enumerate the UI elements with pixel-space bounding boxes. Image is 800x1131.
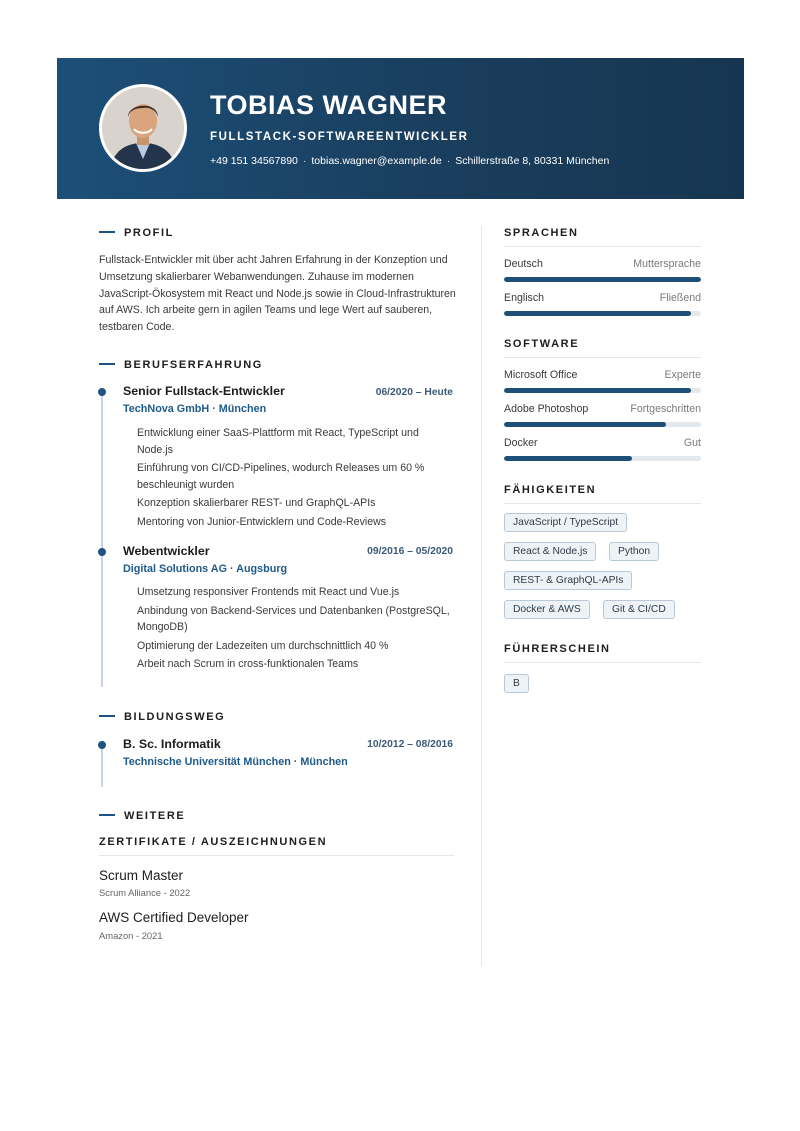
section-title-education: BILDUNGSWEG bbox=[99, 711, 225, 723]
software-name: Docker bbox=[504, 437, 538, 449]
section-title-profile: PROFIL bbox=[99, 227, 174, 239]
section-dash bbox=[99, 715, 115, 717]
education-date: 10/2012 – 08/2016 bbox=[367, 739, 453, 750]
list-item: Mentoring von Junior-Entwicklern und Code-Reviews bbox=[137, 515, 387, 528]
language-name: Deutsch bbox=[504, 258, 543, 270]
timeline-dot bbox=[98, 548, 106, 556]
skill-tag: Git & CI/CD bbox=[603, 600, 675, 619]
section-dash bbox=[99, 814, 115, 816]
column-divider bbox=[481, 226, 482, 966]
language-bar bbox=[504, 277, 701, 282]
portrait-icon bbox=[102, 87, 184, 169]
timeline-dot bbox=[98, 741, 106, 749]
skill-tag: React & Node.js bbox=[504, 542, 596, 561]
list-item: Entwicklung einer SaaS-Plattform mit React, TypeScript und Node.js bbox=[137, 427, 419, 456]
profile-text: Fullstack-Entwickler mit über acht Jahren Erfahrung in der Konzeption und Umsetzung skalierbarer Webanwendungen. Zuhause im modernen JavaScript-Ökosystem mit React und Node.js sowie in Cloud-Infrastrukturen auf AWS. Ich arbeite gern in agilen Teams und lege Wert auf sauberen, testbaren Code. bbox=[99, 254, 456, 334]
license-tag: B bbox=[504, 674, 529, 693]
language-bar-fill bbox=[504, 277, 701, 282]
job-title: Webentwickler bbox=[123, 544, 210, 558]
certificate-meta: Amazon - 2021 bbox=[99, 930, 163, 941]
section-dash bbox=[99, 363, 115, 365]
section-title-license: FÜHRERSCHEIN bbox=[504, 643, 701, 663]
certificate-name: Scrum Master bbox=[99, 868, 184, 883]
software-bar bbox=[504, 422, 701, 427]
candidate-title: FULLSTACK-SOFTWAREENTWICKLER bbox=[210, 131, 469, 143]
certificates-heading: ZERTIFIKATE / AUSZEICHNUNGEN bbox=[99, 836, 454, 856]
list-item: Arbeit nach Scrum in cross-funktionalen Teams bbox=[137, 658, 359, 671]
job-title: Senior Fullstack-Entwickler bbox=[123, 384, 285, 398]
education-school: Technische Universität München · München bbox=[123, 756, 348, 768]
timeline-dot bbox=[98, 388, 106, 396]
section-title-further: WEITERE bbox=[99, 810, 185, 822]
timeline-line bbox=[101, 391, 103, 687]
certificate-name: AWS Certified Developer bbox=[99, 910, 249, 925]
skill-tag: Docker & AWS bbox=[504, 600, 590, 619]
software-level: Fortgeschritten bbox=[630, 403, 701, 415]
software-name: Adobe Photoshop bbox=[504, 403, 589, 415]
job-company: TechNova GmbH · München bbox=[123, 403, 267, 415]
candidate-name: TOBIAS WAGNER bbox=[210, 90, 448, 120]
section-title-languages: SPRACHEN bbox=[504, 227, 701, 247]
list-item: Einführung von CI/CD-Pipelines, wodurch Releases um 60 % beschleunigt wurden bbox=[137, 462, 425, 491]
section-title-software: SOFTWARE bbox=[504, 338, 701, 358]
list-item: Anbindung von Backend-Services und Datenbanken (PostgreSQL, MongoDB) bbox=[137, 604, 450, 634]
software-bar bbox=[504, 456, 701, 461]
software-name: Microsoft Office bbox=[504, 369, 578, 381]
skill-tag: JavaScript / TypeScript bbox=[504, 513, 627, 532]
job-company: Digital Solutions AG · Augsburg bbox=[123, 563, 288, 575]
language-bar bbox=[504, 311, 701, 316]
section-title-experience: BERUFSERFAHRUNG bbox=[99, 359, 263, 371]
software-bar-fill bbox=[504, 456, 632, 461]
contact-email[interactable]: tobias.wagner@example.de bbox=[311, 155, 442, 167]
section-title-skills: FÄHIGKEITEN bbox=[504, 484, 701, 504]
software-bar-fill bbox=[504, 422, 666, 427]
software-bar-fill bbox=[504, 388, 691, 393]
job-bullets bbox=[137, 425, 455, 533]
skill-tag: REST- & GraphQL-APIs bbox=[504, 571, 632, 590]
software-level: Experte bbox=[664, 369, 701, 381]
profile-photo bbox=[99, 84, 187, 172]
job-bullets bbox=[137, 584, 455, 675]
job-date: 09/2016 – 05/2020 bbox=[367, 546, 453, 557]
contact-phone: +49 151 34567890 bbox=[210, 155, 298, 167]
education-degree: B. Sc. Informatik bbox=[123, 737, 221, 751]
software-bar bbox=[504, 388, 701, 393]
software-level: Gut bbox=[683, 437, 701, 449]
contact-address: Schillerstraße 8, 80331 München bbox=[455, 155, 610, 167]
job-date: 06/2020 – Heute bbox=[375, 387, 453, 398]
contact-separator: · bbox=[446, 155, 451, 167]
language-level: Muttersprache bbox=[633, 258, 701, 270]
language-bar-fill bbox=[504, 311, 691, 316]
certificate-meta: Scrum Alliance - 2022 bbox=[99, 887, 191, 898]
contact-separator: · bbox=[302, 155, 307, 167]
list-item: Optimierung der Ladezeiten um durchschnittlich 40 % bbox=[137, 639, 389, 652]
skill-tag: Python bbox=[609, 542, 659, 561]
contact-line bbox=[210, 155, 609, 167]
list-item: Umsetzung responsiver Frontends mit React und Vue.js bbox=[137, 586, 400, 598]
list-item: Konzeption skalierbarer REST- und GraphQL-APIs bbox=[137, 497, 376, 510]
section-dash bbox=[99, 231, 115, 233]
language-name: Englisch bbox=[504, 292, 545, 304]
language-level: Fließend bbox=[659, 292, 701, 304]
